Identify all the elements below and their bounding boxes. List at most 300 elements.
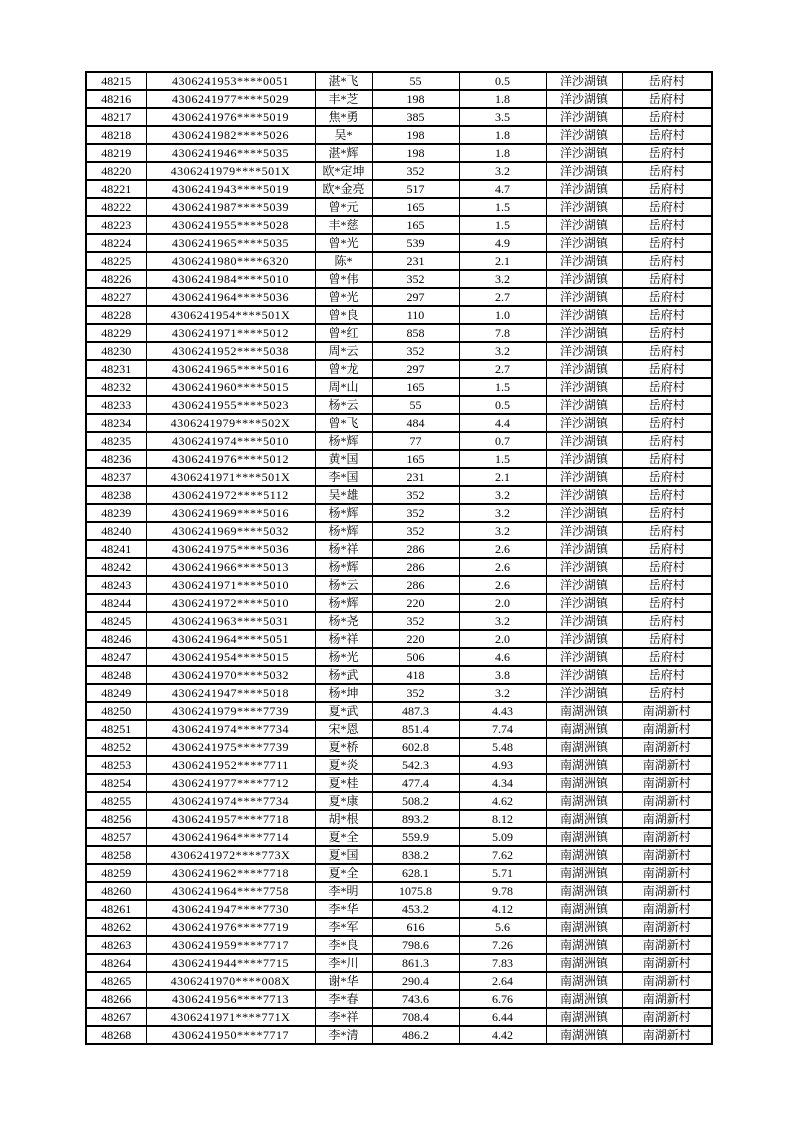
cell-id-number: 4306241977****7712: [146, 774, 315, 792]
cell-town: 洋沙湖镇: [546, 216, 622, 234]
cell-town: 南湖洲镇: [546, 1026, 622, 1044]
cell-id-number: 4306241970****5032: [146, 666, 315, 684]
cell-serial: 48228: [86, 306, 146, 324]
cell-name: 陈*: [315, 252, 372, 270]
cell-village: 南湖新村: [622, 1026, 712, 1044]
cell-village: 岳府村: [622, 504, 712, 522]
cell-id-number: 4306241971****771X: [146, 1008, 315, 1026]
cell-value2: 4.6: [459, 648, 546, 666]
cell-value2: 2.0: [459, 594, 546, 612]
cell-serial: 48233: [86, 396, 146, 414]
cell-name: 杨*尧: [315, 612, 372, 630]
cell-serial: 48250: [86, 702, 146, 720]
cell-id-number: 4306241965****5016: [146, 360, 315, 378]
cell-village: 岳府村: [622, 108, 712, 126]
cell-value2: 2.6: [459, 540, 546, 558]
table-row: [86, 990, 712, 1008]
table-row: [86, 108, 712, 126]
cell-town: 南湖洲镇: [546, 720, 622, 738]
cell-serial: 48244: [86, 594, 146, 612]
cell-village: 南湖新村: [622, 792, 712, 810]
cell-serial: 48221: [86, 180, 146, 198]
cell-town: 洋沙湖镇: [546, 558, 622, 576]
cell-serial: 48262: [86, 918, 146, 936]
cell-serial: 48257: [86, 828, 146, 846]
cell-id-number: 4306241954****501X: [146, 306, 315, 324]
cell-serial: 48267: [86, 1008, 146, 1026]
cell-name: 杨*坤: [315, 684, 372, 702]
cell-village: 岳府村: [622, 324, 712, 342]
cell-value1: 165: [372, 378, 459, 396]
cell-town: 南湖洲镇: [546, 864, 622, 882]
table-row: [86, 270, 712, 288]
cell-village: 岳府村: [622, 180, 712, 198]
cell-value1: 220: [372, 594, 459, 612]
cell-town: 洋沙湖镇: [546, 288, 622, 306]
table-row: [86, 828, 712, 846]
table-row: [86, 288, 712, 306]
cell-value2: 0.5: [459, 396, 546, 414]
table-row: [86, 720, 712, 738]
cell-serial: 48261: [86, 900, 146, 918]
cell-value2: 1.5: [459, 216, 546, 234]
cell-value2: 2.6: [459, 558, 546, 576]
cell-town: 洋沙湖镇: [546, 432, 622, 450]
table-row: [86, 252, 712, 270]
cell-town: 南湖洲镇: [546, 936, 622, 954]
cell-town: 南湖洲镇: [546, 702, 622, 720]
cell-name: 李*华: [315, 900, 372, 918]
cell-value2: 4.12: [459, 900, 546, 918]
cell-town: 南湖洲镇: [546, 738, 622, 756]
cell-town: 洋沙湖镇: [546, 612, 622, 630]
cell-serial: 48234: [86, 414, 146, 432]
cell-town: 洋沙湖镇: [546, 108, 622, 126]
cell-serial: 48225: [86, 252, 146, 270]
cell-id-number: 4306241972****5010: [146, 594, 315, 612]
table-row: [86, 198, 712, 216]
cell-id-number: 4306241979****502X: [146, 414, 315, 432]
cell-village: 岳府村: [622, 126, 712, 144]
table-row: [86, 756, 712, 774]
table-row: [86, 558, 712, 576]
cell-serial: 48227: [86, 288, 146, 306]
cell-name: 曾*龙: [315, 360, 372, 378]
cell-value1: 286: [372, 540, 459, 558]
cell-value1: 616: [372, 918, 459, 936]
table-row: [86, 684, 712, 702]
cell-serial: 48245: [86, 612, 146, 630]
cell-value2: 4.4: [459, 414, 546, 432]
cell-village: 南湖新村: [622, 900, 712, 918]
cell-town: 南湖洲镇: [546, 1008, 622, 1026]
cell-value2: 4.7: [459, 180, 546, 198]
cell-value2: 3.2: [459, 684, 546, 702]
table-row: [86, 666, 712, 684]
cell-value1: 55: [372, 396, 459, 414]
cell-town: 南湖洲镇: [546, 972, 622, 990]
cell-value1: 165: [372, 450, 459, 468]
cell-value2: 3.2: [459, 270, 546, 288]
cell-serial: 48264: [86, 954, 146, 972]
table-row: [86, 846, 712, 864]
table-row: [86, 594, 712, 612]
cell-value1: 290.4: [372, 972, 459, 990]
cell-serial: 48238: [86, 486, 146, 504]
cell-town: 洋沙湖镇: [546, 414, 622, 432]
cell-value1: 352: [372, 684, 459, 702]
cell-serial: 48230: [86, 342, 146, 360]
cell-town: 南湖洲镇: [546, 756, 622, 774]
cell-village: 岳府村: [622, 450, 712, 468]
cell-serial: 48222: [86, 198, 146, 216]
table-row: [86, 414, 712, 432]
record-table-body: [86, 72, 712, 1044]
cell-value1: 506: [372, 648, 459, 666]
cell-serial: 48256: [86, 810, 146, 828]
cell-village: 岳府村: [622, 558, 712, 576]
cell-town: 洋沙湖镇: [546, 450, 622, 468]
table-row: [86, 774, 712, 792]
cell-village: 岳府村: [622, 234, 712, 252]
cell-name: 杨*辉: [315, 504, 372, 522]
cell-id-number: 4306241950****7717: [146, 1026, 315, 1044]
cell-serial: 48226: [86, 270, 146, 288]
cell-value1: 198: [372, 126, 459, 144]
cell-value1: 77: [372, 432, 459, 450]
cell-name: 曾*飞: [315, 414, 372, 432]
cell-town: 南湖洲镇: [546, 900, 622, 918]
cell-id-number: 4306241957****7718: [146, 810, 315, 828]
cell-village: 岳府村: [622, 270, 712, 288]
cell-village: 岳府村: [622, 342, 712, 360]
cell-village: 南湖新村: [622, 954, 712, 972]
cell-serial: 48253: [86, 756, 146, 774]
cell-value2: 2.6: [459, 576, 546, 594]
cell-name: 吴*雄: [315, 486, 372, 504]
cell-value1: 385: [372, 108, 459, 126]
table-row: [86, 180, 712, 198]
cell-value1: 508.2: [372, 792, 459, 810]
cell-id-number: 4306241979****7739: [146, 702, 315, 720]
cell-serial: 48263: [86, 936, 146, 954]
cell-value2: 7.26: [459, 936, 546, 954]
cell-town: 南湖洲镇: [546, 846, 622, 864]
cell-serial: 48237: [86, 468, 146, 486]
cell-value1: 602.8: [372, 738, 459, 756]
cell-village: 南湖新村: [622, 972, 712, 990]
cell-name: 李*祥: [315, 1008, 372, 1026]
cell-town: 洋沙湖镇: [546, 648, 622, 666]
cell-name: 周*山: [315, 378, 372, 396]
cell-serial: 48241: [86, 540, 146, 558]
cell-value1: 55: [372, 72, 459, 90]
cell-value2: 1.5: [459, 450, 546, 468]
cell-village: 南湖新村: [622, 1008, 712, 1026]
cell-value1: 165: [372, 216, 459, 234]
cell-id-number: 4306241974****5010: [146, 432, 315, 450]
cell-value1: 418: [372, 666, 459, 684]
cell-village: 岳府村: [622, 72, 712, 90]
cell-value1: 517: [372, 180, 459, 198]
cell-town: 南湖洲镇: [546, 990, 622, 1008]
table-row: [86, 306, 712, 324]
table-row: [86, 162, 712, 180]
table-row: [86, 468, 712, 486]
cell-village: 南湖新村: [622, 810, 712, 828]
cell-town: 洋沙湖镇: [546, 360, 622, 378]
cell-id-number: 4306241947****7730: [146, 900, 315, 918]
cell-value2: 5.48: [459, 738, 546, 756]
cell-value1: 486.2: [372, 1026, 459, 1044]
cell-town: 洋沙湖镇: [546, 594, 622, 612]
cell-serial: 48254: [86, 774, 146, 792]
cell-serial: 48224: [86, 234, 146, 252]
cell-value2: 3.2: [459, 522, 546, 540]
cell-serial: 48232: [86, 378, 146, 396]
cell-id-number: 4306241979****501X: [146, 162, 315, 180]
table-row: [86, 648, 712, 666]
cell-id-number: 4306241964****7758: [146, 882, 315, 900]
table-row: [86, 522, 712, 540]
cell-village: 岳府村: [622, 486, 712, 504]
cell-name: 湛*飞: [315, 72, 372, 90]
cell-value2: 7.83: [459, 954, 546, 972]
cell-value1: 352: [372, 486, 459, 504]
cell-value1: 198: [372, 90, 459, 108]
cell-village: 南湖新村: [622, 738, 712, 756]
cell-id-number: 4306241964****5051: [146, 630, 315, 648]
table-row: [86, 702, 712, 720]
cell-id-number: 4306241946****5035: [146, 144, 315, 162]
cell-id-number: 4306241962****7718: [146, 864, 315, 882]
table-row: [86, 144, 712, 162]
cell-town: 南湖洲镇: [546, 918, 622, 936]
cell-value1: 487.3: [372, 702, 459, 720]
cell-name: 夏*武: [315, 702, 372, 720]
table-row: [86, 504, 712, 522]
cell-serial: 48215: [86, 72, 146, 90]
table-row: [86, 900, 712, 918]
cell-value2: 0.5: [459, 72, 546, 90]
table-row: [86, 738, 712, 756]
cell-town: 洋沙湖镇: [546, 126, 622, 144]
cell-value2: 4.43: [459, 702, 546, 720]
cell-serial: 48235: [86, 432, 146, 450]
cell-serial: 48218: [86, 126, 146, 144]
cell-village: 岳府村: [622, 144, 712, 162]
cell-serial: 48258: [86, 846, 146, 864]
cell-value2: 3.2: [459, 486, 546, 504]
cell-id-number: 4306241964****5036: [146, 288, 315, 306]
cell-value2: 2.1: [459, 468, 546, 486]
cell-serial: 48260: [86, 882, 146, 900]
cell-serial: 48266: [86, 990, 146, 1008]
cell-name: 丰*芝: [315, 90, 372, 108]
cell-town: 南湖洲镇: [546, 810, 622, 828]
cell-village: 岳府村: [622, 252, 712, 270]
cell-serial: 48246: [86, 630, 146, 648]
cell-town: 洋沙湖镇: [546, 90, 622, 108]
cell-value2: 8.12: [459, 810, 546, 828]
table-row: [86, 540, 712, 558]
cell-serial: 48251: [86, 720, 146, 738]
cell-town: 洋沙湖镇: [546, 396, 622, 414]
cell-village: 岳府村: [622, 612, 712, 630]
table-row: [86, 576, 712, 594]
cell-village: 岳府村: [622, 198, 712, 216]
cell-value2: 5.6: [459, 918, 546, 936]
cell-serial: 48249: [86, 684, 146, 702]
cell-value1: 286: [372, 576, 459, 594]
table-row: [86, 396, 712, 414]
cell-value1: 286: [372, 558, 459, 576]
cell-id-number: 4306241974****7734: [146, 720, 315, 738]
cell-value1: 708.4: [372, 1008, 459, 1026]
cell-value2: 4.42: [459, 1026, 546, 1044]
record-table: [85, 71, 713, 1045]
cell-town: 洋沙湖镇: [546, 270, 622, 288]
cell-village: 岳府村: [622, 90, 712, 108]
cell-id-number: 4306241956****7713: [146, 990, 315, 1008]
cell-id-number: 4306241984****5010: [146, 270, 315, 288]
cell-value1: 743.6: [372, 990, 459, 1008]
cell-town: 洋沙湖镇: [546, 576, 622, 594]
cell-value2: 4.9: [459, 234, 546, 252]
cell-value2: 7.62: [459, 846, 546, 864]
cell-value2: 9.78: [459, 882, 546, 900]
cell-value1: 352: [372, 342, 459, 360]
cell-name: 焦*勇: [315, 108, 372, 126]
cell-value1: 198: [372, 144, 459, 162]
cell-town: 洋沙湖镇: [546, 252, 622, 270]
cell-id-number: 4306241953****0051: [146, 72, 315, 90]
cell-name: 曾*光: [315, 288, 372, 306]
cell-town: 洋沙湖镇: [546, 234, 622, 252]
cell-name: 杨*辉: [315, 432, 372, 450]
cell-serial: 48223: [86, 216, 146, 234]
table-row: [86, 234, 712, 252]
cell-value1: 1075.8: [372, 882, 459, 900]
cell-id-number: 4306241963****5031: [146, 612, 315, 630]
cell-value1: 539: [372, 234, 459, 252]
cell-value1: 352: [372, 270, 459, 288]
cell-name: 夏*国: [315, 846, 372, 864]
cell-value1: 893.2: [372, 810, 459, 828]
cell-value2: 3.2: [459, 504, 546, 522]
cell-value2: 4.62: [459, 792, 546, 810]
cell-value1: 559.9: [372, 828, 459, 846]
cell-value1: 861.3: [372, 954, 459, 972]
cell-serial: 48239: [86, 504, 146, 522]
cell-village: 岳府村: [622, 594, 712, 612]
cell-town: 洋沙湖镇: [546, 540, 622, 558]
cell-value2: 3.8: [459, 666, 546, 684]
cell-value2: 2.7: [459, 288, 546, 306]
cell-serial: 48265: [86, 972, 146, 990]
cell-name: 李*军: [315, 918, 372, 936]
cell-serial: 48268: [86, 1026, 146, 1044]
cell-serial: 48217: [86, 108, 146, 126]
table-row: [86, 90, 712, 108]
cell-id-number: 4306241954****5015: [146, 648, 315, 666]
cell-id-number: 4306241974****7734: [146, 792, 315, 810]
cell-village: 岳府村: [622, 306, 712, 324]
cell-id-number: 4306241972****773X: [146, 846, 315, 864]
cell-name: 黄*国: [315, 450, 372, 468]
cell-value2: 1.5: [459, 198, 546, 216]
cell-village: 岳府村: [622, 684, 712, 702]
cell-village: 岳府村: [622, 288, 712, 306]
cell-value2: 1.8: [459, 90, 546, 108]
cell-value2: 0.7: [459, 432, 546, 450]
cell-id-number: 4306241952****7711: [146, 756, 315, 774]
cell-village: 岳府村: [622, 540, 712, 558]
cell-value2: 6.76: [459, 990, 546, 1008]
table-row: [86, 72, 712, 90]
cell-name: 夏*炎: [315, 756, 372, 774]
cell-village: 南湖新村: [622, 882, 712, 900]
table-row: [86, 630, 712, 648]
cell-name: 李*春: [315, 990, 372, 1008]
cell-value1: 477.4: [372, 774, 459, 792]
cell-village: 岳府村: [622, 648, 712, 666]
cell-name: 杨*云: [315, 396, 372, 414]
cell-serial: 48259: [86, 864, 146, 882]
cell-name: 曾*光: [315, 234, 372, 252]
cell-town: 洋沙湖镇: [546, 378, 622, 396]
cell-name: 曾*元: [315, 198, 372, 216]
table-row: [86, 126, 712, 144]
cell-serial: 48220: [86, 162, 146, 180]
cell-serial: 48242: [86, 558, 146, 576]
cell-name: 杨*光: [315, 648, 372, 666]
cell-id-number: 4306241987****5039: [146, 198, 315, 216]
cell-value2: 1.8: [459, 144, 546, 162]
table-row: [86, 342, 712, 360]
cell-value1: 110: [372, 306, 459, 324]
cell-value2: 7.74: [459, 720, 546, 738]
cell-village: 岳府村: [622, 378, 712, 396]
cell-name: 谢*华: [315, 972, 372, 990]
table-row: [86, 918, 712, 936]
cell-town: 南湖洲镇: [546, 882, 622, 900]
cell-value1: 798.6: [372, 936, 459, 954]
table-row: [86, 216, 712, 234]
cell-name: 杨*辉: [315, 522, 372, 540]
cell-id-number: 4306241969****5016: [146, 504, 315, 522]
cell-id-number: 4306241977****5029: [146, 90, 315, 108]
cell-value1: 220: [372, 630, 459, 648]
cell-id-number: 4306241971****5010: [146, 576, 315, 594]
cell-village: 岳府村: [622, 396, 712, 414]
cell-id-number: 4306241971****5012: [146, 324, 315, 342]
cell-village: 南湖新村: [622, 702, 712, 720]
cell-village: 南湖新村: [622, 756, 712, 774]
cell-value1: 851.4: [372, 720, 459, 738]
cell-town: 洋沙湖镇: [546, 684, 622, 702]
cell-serial: 48240: [86, 522, 146, 540]
cell-name: 李*清: [315, 1026, 372, 1044]
cell-id-number: 4306241982****5026: [146, 126, 315, 144]
cell-serial: 48231: [86, 360, 146, 378]
cell-village: 南湖新村: [622, 846, 712, 864]
cell-serial: 48243: [86, 576, 146, 594]
cell-value1: 165: [372, 198, 459, 216]
cell-name: 李*国: [315, 468, 372, 486]
cell-id-number: 4306241964****7714: [146, 828, 315, 846]
cell-serial: 48252: [86, 738, 146, 756]
